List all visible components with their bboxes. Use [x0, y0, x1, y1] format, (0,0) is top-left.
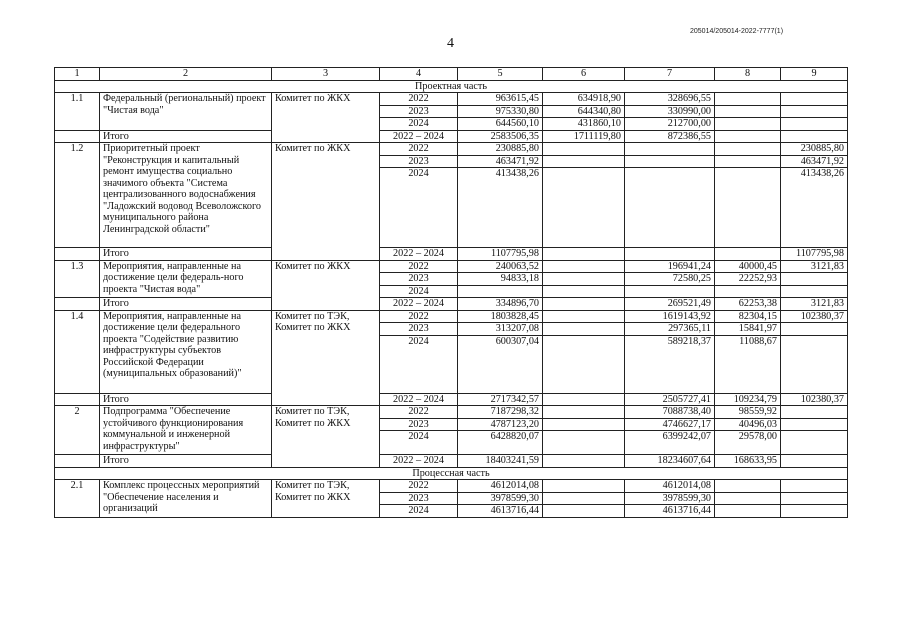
value-cell: 7088738,40 [625, 406, 715, 419]
year-cell: 2024 [380, 431, 458, 455]
value-cell [715, 143, 781, 156]
year-cell: 2023 [380, 418, 458, 431]
value-cell: 18234607,64 [625, 455, 715, 468]
row-number: 2.1 [55, 480, 100, 518]
section-title: Процессная часть [55, 467, 848, 480]
value-cell: 3978599,30 [458, 492, 543, 505]
value-cell [715, 118, 781, 131]
value-cell: 413438,26 [781, 168, 848, 248]
value-cell [543, 260, 625, 273]
value-cell: 40496,03 [715, 418, 781, 431]
value-cell: 1107795,98 [458, 248, 543, 261]
value-cell [781, 93, 848, 106]
executor: Комитет по ТЭК, Комитет по ЖКХ [272, 480, 380, 518]
header-cell: 1 [55, 68, 100, 81]
row-number: 1.2 [55, 143, 100, 248]
table-row [55, 480, 848, 493]
value-cell: 334896,70 [458, 298, 543, 311]
year-cell: 2023 [380, 155, 458, 168]
header-cell: 8 [715, 68, 781, 81]
total-row [55, 393, 848, 406]
year-cell: 2022 [380, 310, 458, 323]
value-cell: 297365,11 [625, 323, 715, 336]
row-number: 1.4 [55, 310, 100, 393]
value-cell: 975330,80 [458, 105, 543, 118]
value-cell: 22252,93 [715, 273, 781, 286]
year-cell: 2022 – 2024 [380, 298, 458, 311]
year-cell: 2022 [380, 406, 458, 419]
value-cell [781, 285, 848, 298]
total-row [55, 248, 848, 261]
value-cell: 109234,79 [715, 393, 781, 406]
value-cell: 1711119,80 [543, 130, 625, 143]
empty-cell [55, 393, 100, 406]
value-cell: 413438,26 [458, 168, 543, 248]
value-cell: 269521,49 [625, 298, 715, 311]
value-cell [781, 505, 848, 518]
value-cell: 29578,00 [715, 431, 781, 455]
value-cell [781, 406, 848, 419]
value-cell: 230885,80 [458, 143, 543, 156]
row-number: 1.3 [55, 260, 100, 298]
value-cell [625, 143, 715, 156]
value-cell [715, 285, 781, 298]
table-row [55, 260, 848, 273]
value-cell: 102380,37 [781, 310, 848, 323]
total-label: Итого [100, 130, 272, 143]
year-cell: 2024 [380, 335, 458, 393]
total-row [55, 298, 848, 311]
value-cell [625, 285, 715, 298]
value-cell [543, 273, 625, 286]
header-cell: 3 [272, 68, 380, 81]
value-cell [781, 335, 848, 393]
value-cell: 4613716,44 [458, 505, 543, 518]
value-cell: 3121,83 [781, 298, 848, 311]
value-cell [715, 155, 781, 168]
value-cell: 463471,92 [458, 155, 543, 168]
table-row [55, 143, 848, 156]
value-cell [715, 492, 781, 505]
value-cell: 168633,95 [715, 455, 781, 468]
value-cell [715, 93, 781, 106]
table-body [55, 68, 848, 518]
executor: Комитет по ТЭК, Комитет по ЖКХ [272, 310, 380, 406]
measure-name: Мероприятия, направленные на достижение цели федераль-ного проекта "Чистая вода" [100, 260, 272, 298]
header-row [55, 68, 848, 81]
value-cell [625, 155, 715, 168]
total-label: Итого [100, 393, 272, 406]
value-cell [781, 431, 848, 455]
value-cell [543, 310, 625, 323]
year-cell: 2022 [380, 143, 458, 156]
value-cell [781, 492, 848, 505]
value-cell [781, 130, 848, 143]
measure-name: Мероприятия, направленные на достижение цели федерального проекта "Содействие развитию инфраструктуры субъектов Российской Федерации (муниципальных образований)" [100, 310, 272, 393]
value-cell [715, 248, 781, 261]
document-id: 205014/205014-2022-7777(1) [690, 28, 784, 35]
executor: Комитет по ЖКХ [272, 143, 380, 261]
value-cell: 328696,55 [625, 93, 715, 106]
total-row [55, 455, 848, 468]
value-cell: 872386,55 [625, 130, 715, 143]
value-cell: 600307,04 [458, 335, 543, 393]
value-cell [543, 168, 625, 248]
value-cell [543, 418, 625, 431]
value-cell: 2505727,41 [625, 393, 715, 406]
value-cell [458, 285, 543, 298]
value-cell [625, 168, 715, 248]
value-cell: 463471,92 [781, 155, 848, 168]
executor: Комитет по ТЭК, Комитет по ЖКХ [272, 406, 380, 468]
measure-name: Федеральный (региональный) проект "Чистая вода" [100, 93, 272, 131]
total-label: Итого [100, 248, 272, 261]
header-cell: 4 [380, 68, 458, 81]
value-cell [543, 248, 625, 261]
budget-table [54, 67, 848, 518]
value-cell: 4612014,08 [625, 480, 715, 493]
section-row-process [55, 467, 848, 480]
value-cell [543, 406, 625, 419]
value-cell: 1803828,45 [458, 310, 543, 323]
value-cell: 4787123,20 [458, 418, 543, 431]
value-cell [715, 168, 781, 248]
value-cell [781, 105, 848, 118]
row-number: 2 [55, 406, 100, 455]
empty-cell [55, 298, 100, 311]
value-cell [715, 505, 781, 518]
year-cell: 2022 – 2024 [380, 455, 458, 468]
value-cell: 72580,25 [625, 273, 715, 286]
value-cell [715, 130, 781, 143]
header-cell: 7 [625, 68, 715, 81]
value-cell: 15841,97 [715, 323, 781, 336]
value-cell: 634918,90 [543, 93, 625, 106]
value-cell [715, 105, 781, 118]
header-cell: 5 [458, 68, 543, 81]
section-title: Проектная часть [55, 80, 848, 93]
value-cell [543, 480, 625, 493]
value-cell: 644340,80 [543, 105, 625, 118]
value-cell: 431860,10 [543, 118, 625, 131]
year-cell: 2024 [380, 118, 458, 131]
value-cell [781, 418, 848, 431]
value-cell: 7187298,32 [458, 406, 543, 419]
value-cell: 196941,24 [625, 260, 715, 273]
value-cell: 230885,80 [781, 143, 848, 156]
value-cell: 963615,45 [458, 93, 543, 106]
year-cell: 2022 – 2024 [380, 248, 458, 261]
empty-cell [55, 130, 100, 143]
value-cell: 62253,38 [715, 298, 781, 311]
table-row [55, 93, 848, 106]
executor: Комитет по ЖКХ [272, 93, 380, 143]
value-cell [781, 118, 848, 131]
value-cell [543, 492, 625, 505]
value-cell: 589218,37 [625, 335, 715, 393]
year-cell: 2024 [380, 168, 458, 248]
value-cell: 3978599,30 [625, 492, 715, 505]
value-cell: 1107795,98 [781, 248, 848, 261]
row-number: 1.1 [55, 93, 100, 131]
empty-cell [55, 248, 100, 261]
year-cell: 2023 [380, 273, 458, 286]
value-cell: 40000,45 [715, 260, 781, 273]
year-cell: 2023 [380, 105, 458, 118]
header-cell: 2 [100, 68, 272, 81]
total-label: Итого [100, 298, 272, 311]
total-row [55, 130, 848, 143]
executor: Комитет по ЖКХ [272, 260, 380, 310]
value-cell: 6399242,07 [625, 431, 715, 455]
page-number: 4 [447, 36, 454, 51]
value-cell [781, 455, 848, 468]
value-cell: 102380,37 [781, 393, 848, 406]
value-cell [543, 143, 625, 156]
header-cell: 6 [543, 68, 625, 81]
value-cell [781, 480, 848, 493]
value-cell: 6428820,07 [458, 431, 543, 455]
value-cell [781, 323, 848, 336]
value-cell: 11088,67 [715, 335, 781, 393]
year-cell: 2024 [380, 505, 458, 518]
year-cell: 2024 [380, 285, 458, 298]
empty-cell [55, 455, 100, 468]
year-cell: 2023 [380, 492, 458, 505]
year-cell: 2022 [380, 93, 458, 106]
value-cell [715, 480, 781, 493]
measure-name: Подпрограмма "Обеспечение устойчивого функционирования коммунальной и инженерной инфраструктуры" [100, 406, 272, 455]
value-cell: 1619143,92 [625, 310, 715, 323]
year-cell: 2022 [380, 260, 458, 273]
value-cell [543, 431, 625, 455]
value-cell: 18403241,59 [458, 455, 543, 468]
table-row [55, 310, 848, 323]
value-cell: 3121,83 [781, 260, 848, 273]
value-cell [543, 323, 625, 336]
measure-name: Приоритетный проект "Реконструкция и капитальный ремонт имущества социально значимого объекта "Система централизованного водоснабжения "Ладожский водовод Всеволожского муниципального района Ленинградской области" [100, 143, 272, 248]
value-cell [781, 273, 848, 286]
value-cell: 98559,92 [715, 406, 781, 419]
value-cell [543, 393, 625, 406]
value-cell [543, 298, 625, 311]
value-cell: 313207,08 [458, 323, 543, 336]
value-cell [543, 285, 625, 298]
value-cell: 330990,00 [625, 105, 715, 118]
value-cell: 2583506,35 [458, 130, 543, 143]
value-cell [543, 455, 625, 468]
section-row-project [55, 80, 848, 93]
value-cell: 94833,18 [458, 273, 543, 286]
year-cell: 2023 [380, 323, 458, 336]
measure-name: Комплекс процессных мероприятий "Обеспечение населения и организаций [100, 480, 272, 518]
value-cell: 212700,00 [625, 118, 715, 131]
value-cell: 2717342,57 [458, 393, 543, 406]
value-cell: 4613716,44 [625, 505, 715, 518]
value-cell: 82304,15 [715, 310, 781, 323]
table-row [55, 406, 848, 419]
year-cell: 2022 [380, 480, 458, 493]
value-cell [543, 155, 625, 168]
value-cell: 4612014,08 [458, 480, 543, 493]
value-cell: 644560,10 [458, 118, 543, 131]
header-cell: 9 [781, 68, 848, 81]
value-cell [543, 505, 625, 518]
total-label: Итого [100, 455, 272, 468]
value-cell: 4746627,17 [625, 418, 715, 431]
year-cell: 2022 – 2024 [380, 393, 458, 406]
year-cell: 2022 – 2024 [380, 130, 458, 143]
value-cell [625, 248, 715, 261]
value-cell [543, 335, 625, 393]
value-cell: 240063,52 [458, 260, 543, 273]
